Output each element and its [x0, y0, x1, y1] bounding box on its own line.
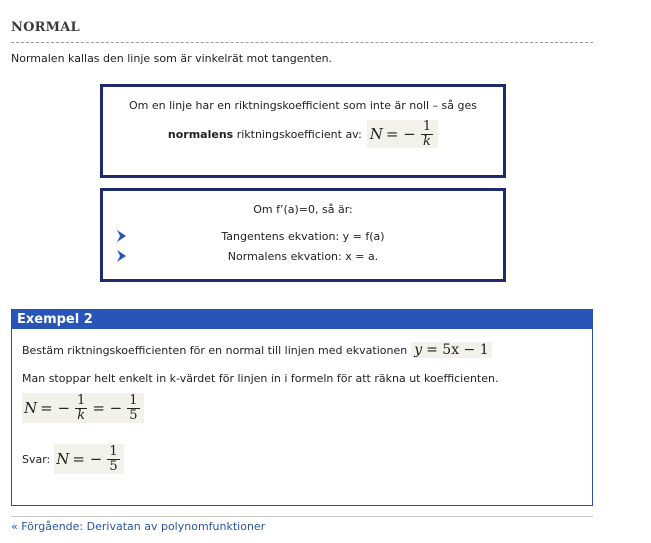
answer-fraction	[107, 445, 119, 473]
normal-slope-statement	[103, 120, 503, 148]
normal-slope-text: riktningskoefficient av:	[233, 127, 362, 141]
answer-line	[22, 444, 124, 474]
section-title: NORMAL	[11, 20, 80, 35]
normal-slope-box	[100, 84, 506, 178]
example-explanation: Man stoppar helt enkelt in k-värdet för linjen in i formeln för att räkna ut koefficienten.	[22, 372, 499, 385]
answer-formula	[54, 444, 123, 474]
question-text: Bestäm riktningskoefficienten för en normal till linjen med ekvationen	[22, 343, 408, 357]
example-question	[22, 342, 492, 358]
answer-sign: = −	[72, 450, 103, 469]
tangent-equation: Tangentens ekvation: y = f(a)	[221, 230, 385, 243]
previous-page-link[interactable]: « Förgående: Derivatan av polynomfunktioner	[11, 520, 266, 533]
work-sign-1: = −	[40, 399, 71, 418]
example-heading: Exempel 2	[12, 310, 592, 329]
normal-bold-word: normalens	[167, 127, 234, 141]
footer-divider	[11, 516, 593, 517]
zero-derivative-box	[100, 188, 506, 282]
normal-formula	[367, 120, 438, 148]
list-item	[103, 249, 503, 265]
answer-label: Svar:	[22, 452, 51, 466]
list-item	[103, 229, 503, 245]
normal-equation: Normalens ekvation: x = a.	[227, 250, 379, 263]
work-fraction-1	[75, 394, 87, 422]
formula-sign: = −	[385, 125, 416, 144]
formula-numerator: 1	[422, 119, 432, 134]
work-den-2: 5	[129, 407, 138, 423]
work-formula	[22, 393, 144, 423]
answer-lhs: N	[56, 450, 70, 469]
work-fraction-2	[127, 394, 139, 422]
normal-slope-condition: Om en linje har en riktningskoefficient som inte är noll – så ges	[128, 99, 477, 112]
formula-fraction	[421, 120, 433, 148]
formula-lhs: N	[369, 125, 383, 144]
answer-den: 5	[109, 458, 118, 474]
dotted-divider	[11, 42, 593, 43]
answer-num: 1	[109, 444, 118, 459]
zero-derivative-title: Om f’(a)=0, så är:	[253, 203, 353, 216]
work-num-2: 1	[129, 393, 138, 408]
example-box	[11, 309, 593, 506]
formula-denominator: k	[423, 133, 431, 149]
work-lhs: N	[24, 399, 38, 418]
intro-text: Normalen kallas den linje som är vinkelrät mot tangenten.	[11, 52, 333, 65]
question-rhs: = 5x − 1	[426, 342, 489, 358]
work-sign-2: = −	[92, 399, 123, 418]
work-num-1: 1	[77, 393, 86, 408]
work-den-1: k	[77, 407, 86, 423]
question-formula	[411, 342, 491, 358]
question-lhs: y	[414, 342, 423, 358]
